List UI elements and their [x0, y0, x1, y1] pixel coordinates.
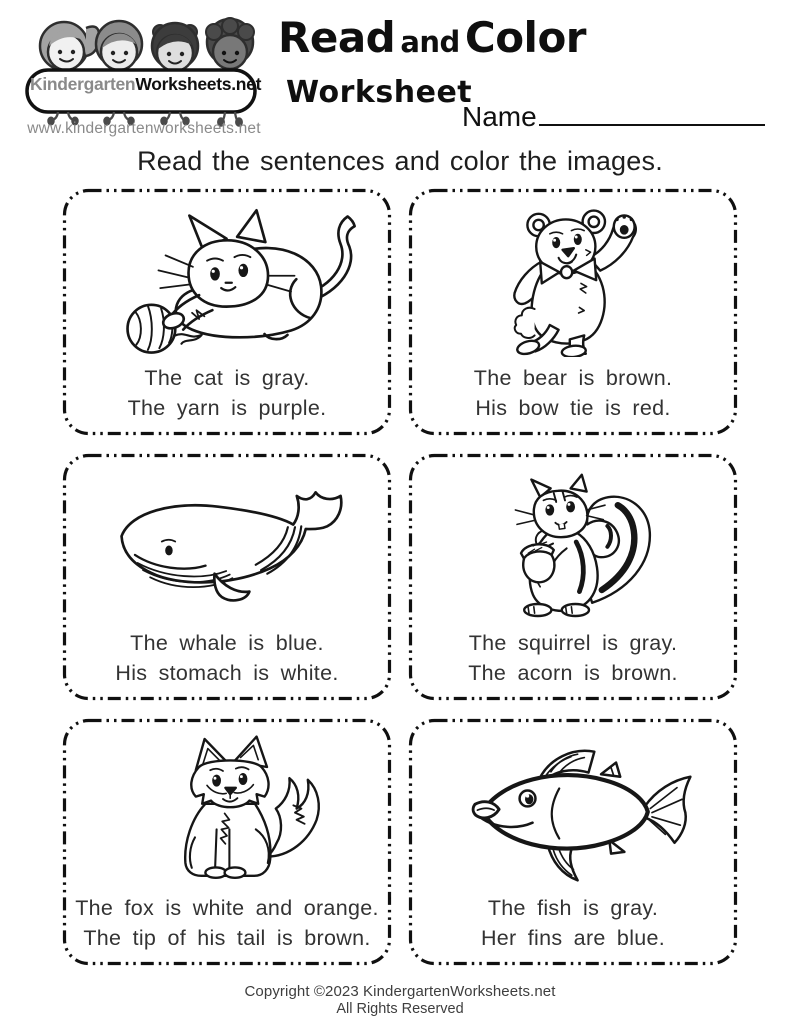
logo-word-kindergarten: Kindergarten — [30, 74, 136, 94]
caption-line-1: The fox is white and orange. — [75, 896, 379, 920]
caption-line-1: The cat is gray. — [144, 366, 310, 390]
caption-line-2: The tip of his tail is brown. — [83, 926, 371, 950]
site-url: www.kindergartenworksheets.net — [27, 120, 261, 137]
name-row — [462, 100, 765, 133]
caption-line-2: His bow tie is red. — [475, 396, 671, 420]
name-label: Name — [462, 101, 537, 132]
caption-line-2: His stomach is white. — [115, 661, 339, 685]
card-dashed-border — [408, 188, 738, 436]
card-dashed-border — [62, 188, 392, 436]
card-squirrel — [408, 453, 738, 701]
caption-line-2: Her fins are blue. — [480, 926, 666, 950]
card-dashed-border — [408, 453, 738, 701]
caption-line-1: The whale is blue. — [130, 631, 324, 655]
logo-word-worksheets: Worksheets.net — [135, 74, 262, 94]
card-dashed-border — [62, 453, 392, 701]
rights-text: All Rights Reserved — [336, 1001, 464, 1017]
card-bear — [408, 188, 738, 436]
page-title: Read and Color — [278, 13, 587, 62]
kids-logo-illustration — [22, 8, 262, 138]
page-subtitle: Worksheet — [286, 75, 473, 110]
footer — [0, 983, 800, 1017]
name-input-line[interactable] — [539, 100, 765, 126]
caption-line-2: The acorn is brown. — [468, 661, 678, 685]
caption-line-2: The yarn is purple. — [127, 396, 327, 420]
logo-wordmark — [30, 74, 262, 95]
card-fish — [408, 718, 738, 966]
site-logo — [22, 8, 262, 138]
instruction-text: Read the sentences and color the images. — [137, 146, 663, 176]
card-cat — [62, 188, 392, 436]
card-grid — [62, 188, 738, 966]
copyright-text: Copyright ©2023 KindergartenWorksheets.net — [244, 983, 556, 1000]
card-whale — [62, 453, 392, 701]
card-dashed-border — [408, 718, 738, 966]
caption-line-1: The squirrel is gray. — [468, 631, 678, 655]
title-block — [278, 12, 598, 110]
card-dashed-border — [62, 718, 392, 966]
caption-line-1: The bear is brown. — [473, 366, 673, 390]
caption-line-1: The fish is gray. — [487, 896, 659, 920]
card-fox — [62, 718, 392, 966]
